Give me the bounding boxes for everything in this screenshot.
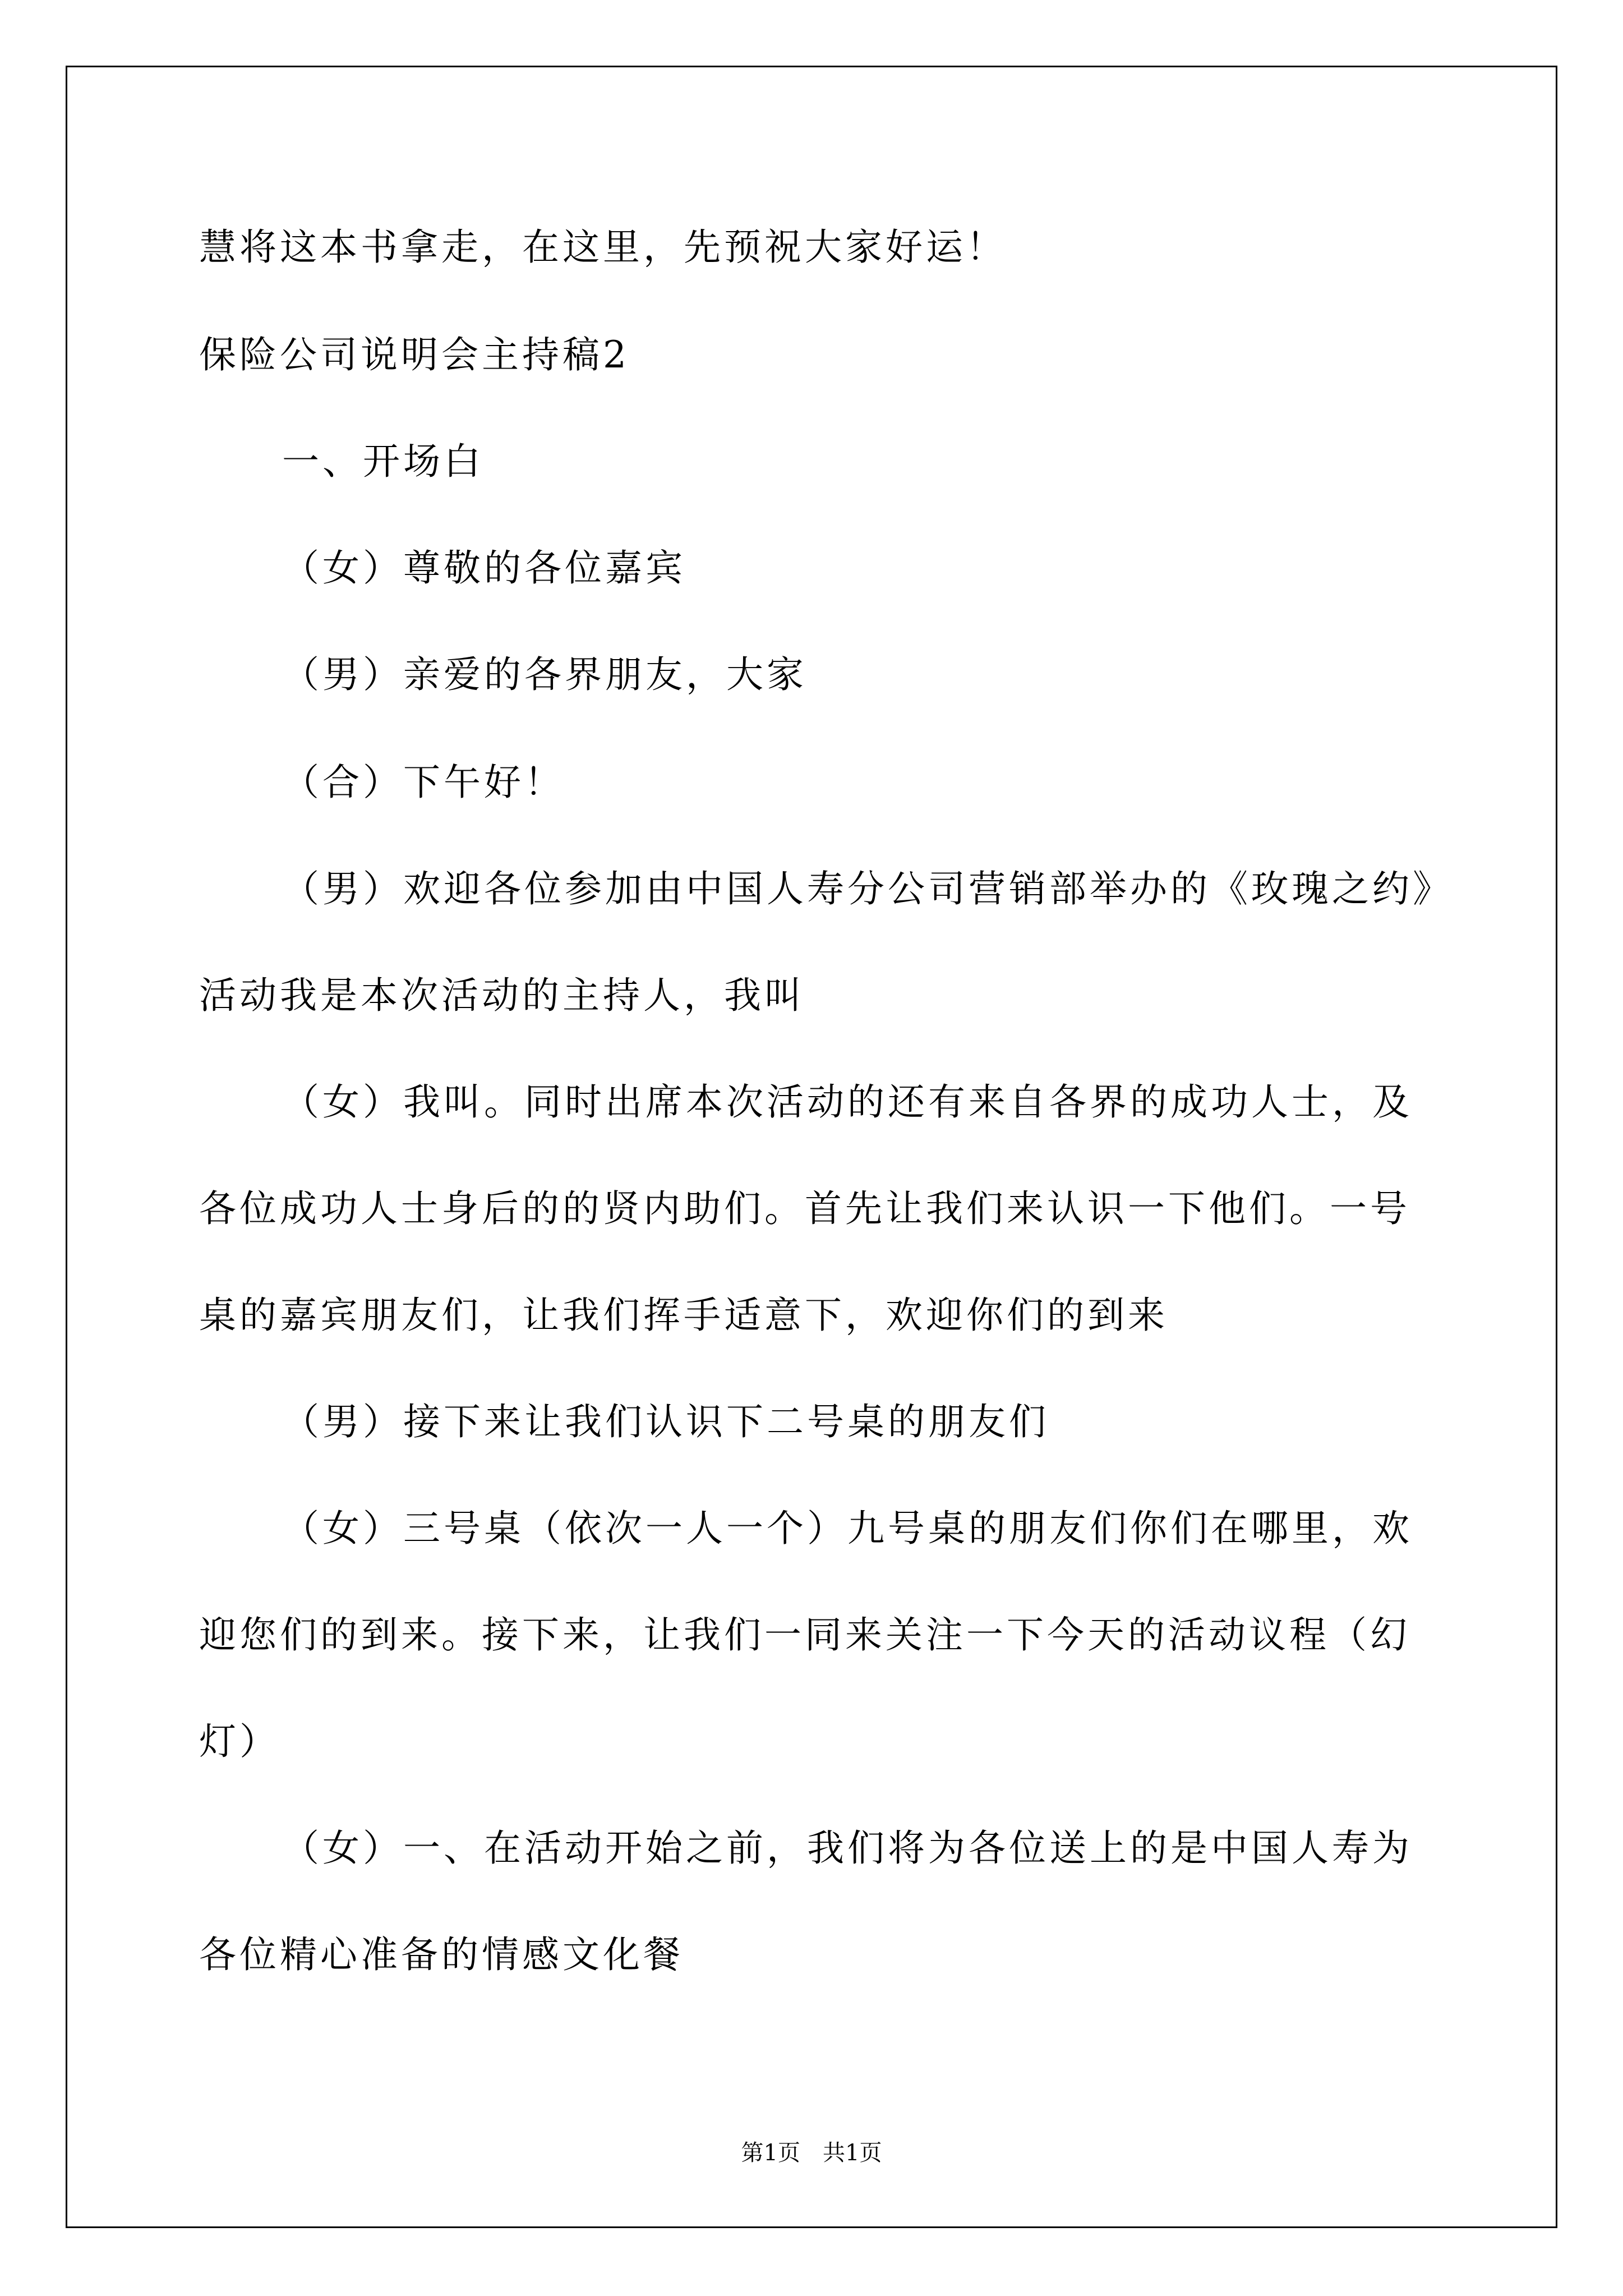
section-title: 保险公司说明会主持稿2 xyxy=(199,333,630,376)
text-line: 灯） xyxy=(199,1720,280,1763)
text-line: 桌的嘉宾朋友们，让我们挥手适意下，欢迎你们的到来 xyxy=(199,1294,1168,1337)
text-line: 活动我是本次活动的主持人，我叫 xyxy=(199,974,805,1017)
text-line: （男）亲爱的各界朋友，大家 xyxy=(282,653,807,696)
text-line: （女）三号桌（依次一人一个）九号桌的朋友们你们在哪里，欢 xyxy=(282,1507,1413,1550)
text-line: 各位成功人士身后的的贤内助们。首先让我们来认识一下他们。一号 xyxy=(199,1187,1410,1230)
text-line: （男）欢迎各位参加由中国人寿分公司营销部举办的《玫瑰之约》 xyxy=(282,867,1453,910)
text-line: 迎您们的到来。接下来，让我们一同来关注一下今天的活动议程（幻 xyxy=(199,1613,1410,1657)
section-heading: 一、开场白 xyxy=(282,440,484,483)
text-line: 慧将这本书拿走，在这里，先预祝大家好运！ xyxy=(199,226,1007,269)
text-line: （女）一、在活动开始之前，我们将为各位送上的是中国人寿为 xyxy=(282,1826,1413,1870)
page-number: 第1页 共1页 xyxy=(741,2140,882,2166)
text-line: （女）尊敬的各位嘉宾 xyxy=(282,546,686,590)
text-line: （男）接下来让我们认识下二号桌的朋友们 xyxy=(282,1400,1049,1443)
text-line: （女）我叫。同时出席本次活动的还有来自各界的成功人士，及 xyxy=(282,1080,1413,1124)
page-border xyxy=(66,66,1557,2228)
text-line: （合）下午好！ xyxy=(282,761,565,804)
text-line: 各位精心准备的情感文化餐 xyxy=(199,1933,684,1976)
